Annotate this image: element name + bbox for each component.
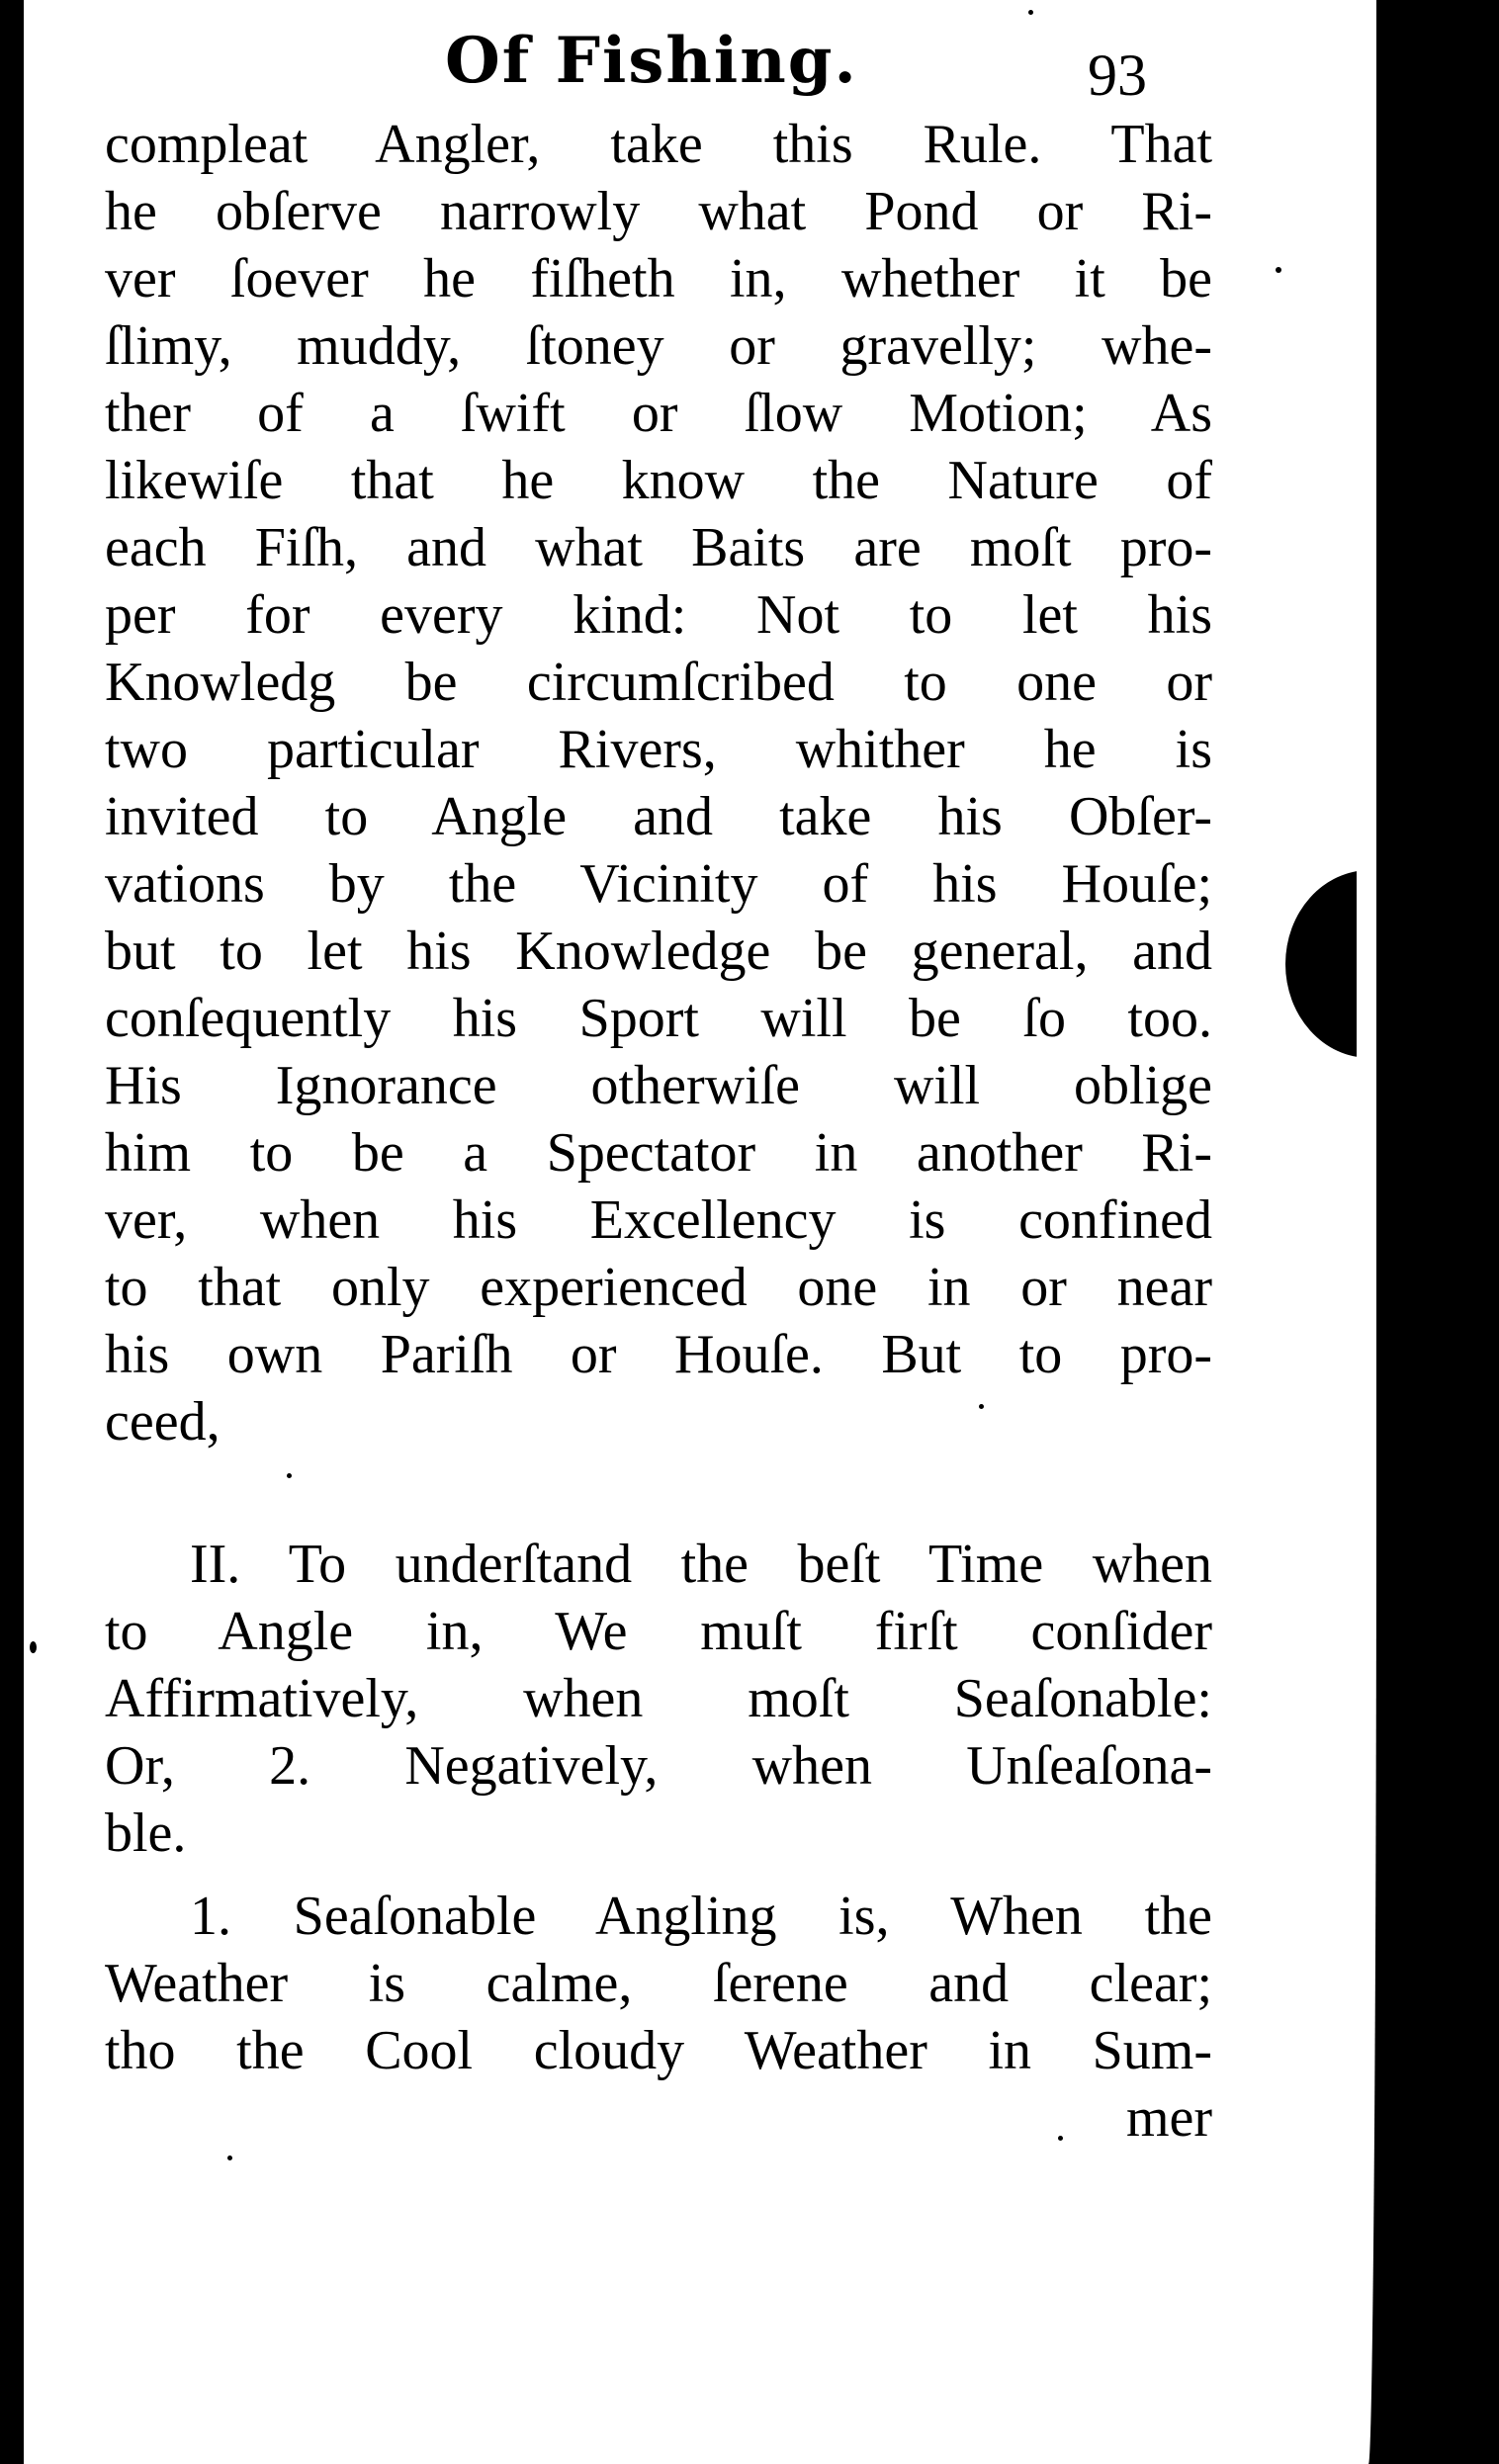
text-line: compleat Angler, take this Rule. That (105, 114, 1212, 175)
text-line: ſlimy, muddy, ſtoney or gravelly; whe- (105, 315, 1212, 377)
text-line: His Ignorance otherwiſe will oblige (105, 1055, 1212, 1116)
page-text (105, 111, 1212, 2152)
text-line: vations by the Vicinity of his Houſe; (105, 853, 1212, 915)
print-speck (227, 2156, 232, 2160)
text-line: Weather is calme, ſerene and clear; (105, 1953, 1212, 2014)
text-line: to Angle in, We muſt firſt conſider (105, 1601, 1212, 1662)
catchword: mer (1125, 2087, 1212, 2149)
text-line: invited to Angle and take his Obſer- (105, 786, 1212, 847)
print-speck (30, 1641, 37, 1653)
text-line: per for every kind: Not to let his (105, 584, 1212, 646)
print-speck (979, 1404, 984, 1409)
text-line: ver ſoever he fiſheth in, whether it be (105, 248, 1212, 309)
text-line: II. To underſtand the beſt Time when (190, 1534, 1212, 1595)
text-line: to that only experienced one in or near (105, 1257, 1212, 1318)
print-speck (1276, 267, 1281, 273)
paragraph-gap (105, 1455, 1212, 1531)
text-line: ble. (105, 1803, 187, 1864)
print-speck (1058, 2136, 1063, 2141)
paragraph-gap (105, 1867, 1212, 1883)
text-line: ceed, (105, 1391, 220, 1452)
text-line: 1. Seaſonable Angling is, When the (190, 1886, 1212, 1947)
page-header (79, 24, 1206, 123)
text-line: conſequently his Sport will be ſo too. (105, 988, 1212, 1049)
text-line: him to be a Spectator in another Ri- (105, 1122, 1212, 1184)
text-line: likewiſe that he know the Nature of (105, 450, 1212, 511)
text-line: Or, 2. Negatively, when Unſeaſona- (105, 1735, 1212, 1797)
page-curl (1357, 0, 1376, 2464)
print-speck (287, 1473, 292, 1478)
text-line: Knowledg be circumſcribed to one or (105, 652, 1212, 713)
page-number: 93 (1088, 43, 1147, 108)
text-line: ver, when his Excellency is confined (105, 1189, 1212, 1251)
text-line: ther of a ſwift or ſlow Motion; As (105, 383, 1212, 444)
text-line: tho the Cool cloudy Weather in Sum- (105, 2020, 1212, 2081)
running-head: Of Fishing. (445, 24, 858, 98)
print-speck (1028, 10, 1033, 15)
text-line: each Fiſh, and what Baits are moſt pro- (105, 517, 1212, 578)
book-spine-left-edge (0, 0, 24, 2464)
text-line: his own Pariſh or Houſe. But to pro- (105, 1324, 1212, 1385)
text-line: he obſerve narrowly what Pond or Ri- (105, 181, 1212, 242)
text-line: two particular Rivers, whither he is (105, 719, 1212, 780)
text-line: but to let his Knowledge be general, and (105, 921, 1212, 982)
text-line: Affirmatively, when moſt Seaſonable: (105, 1668, 1212, 1729)
book-right-edge (1361, 0, 1499, 2464)
